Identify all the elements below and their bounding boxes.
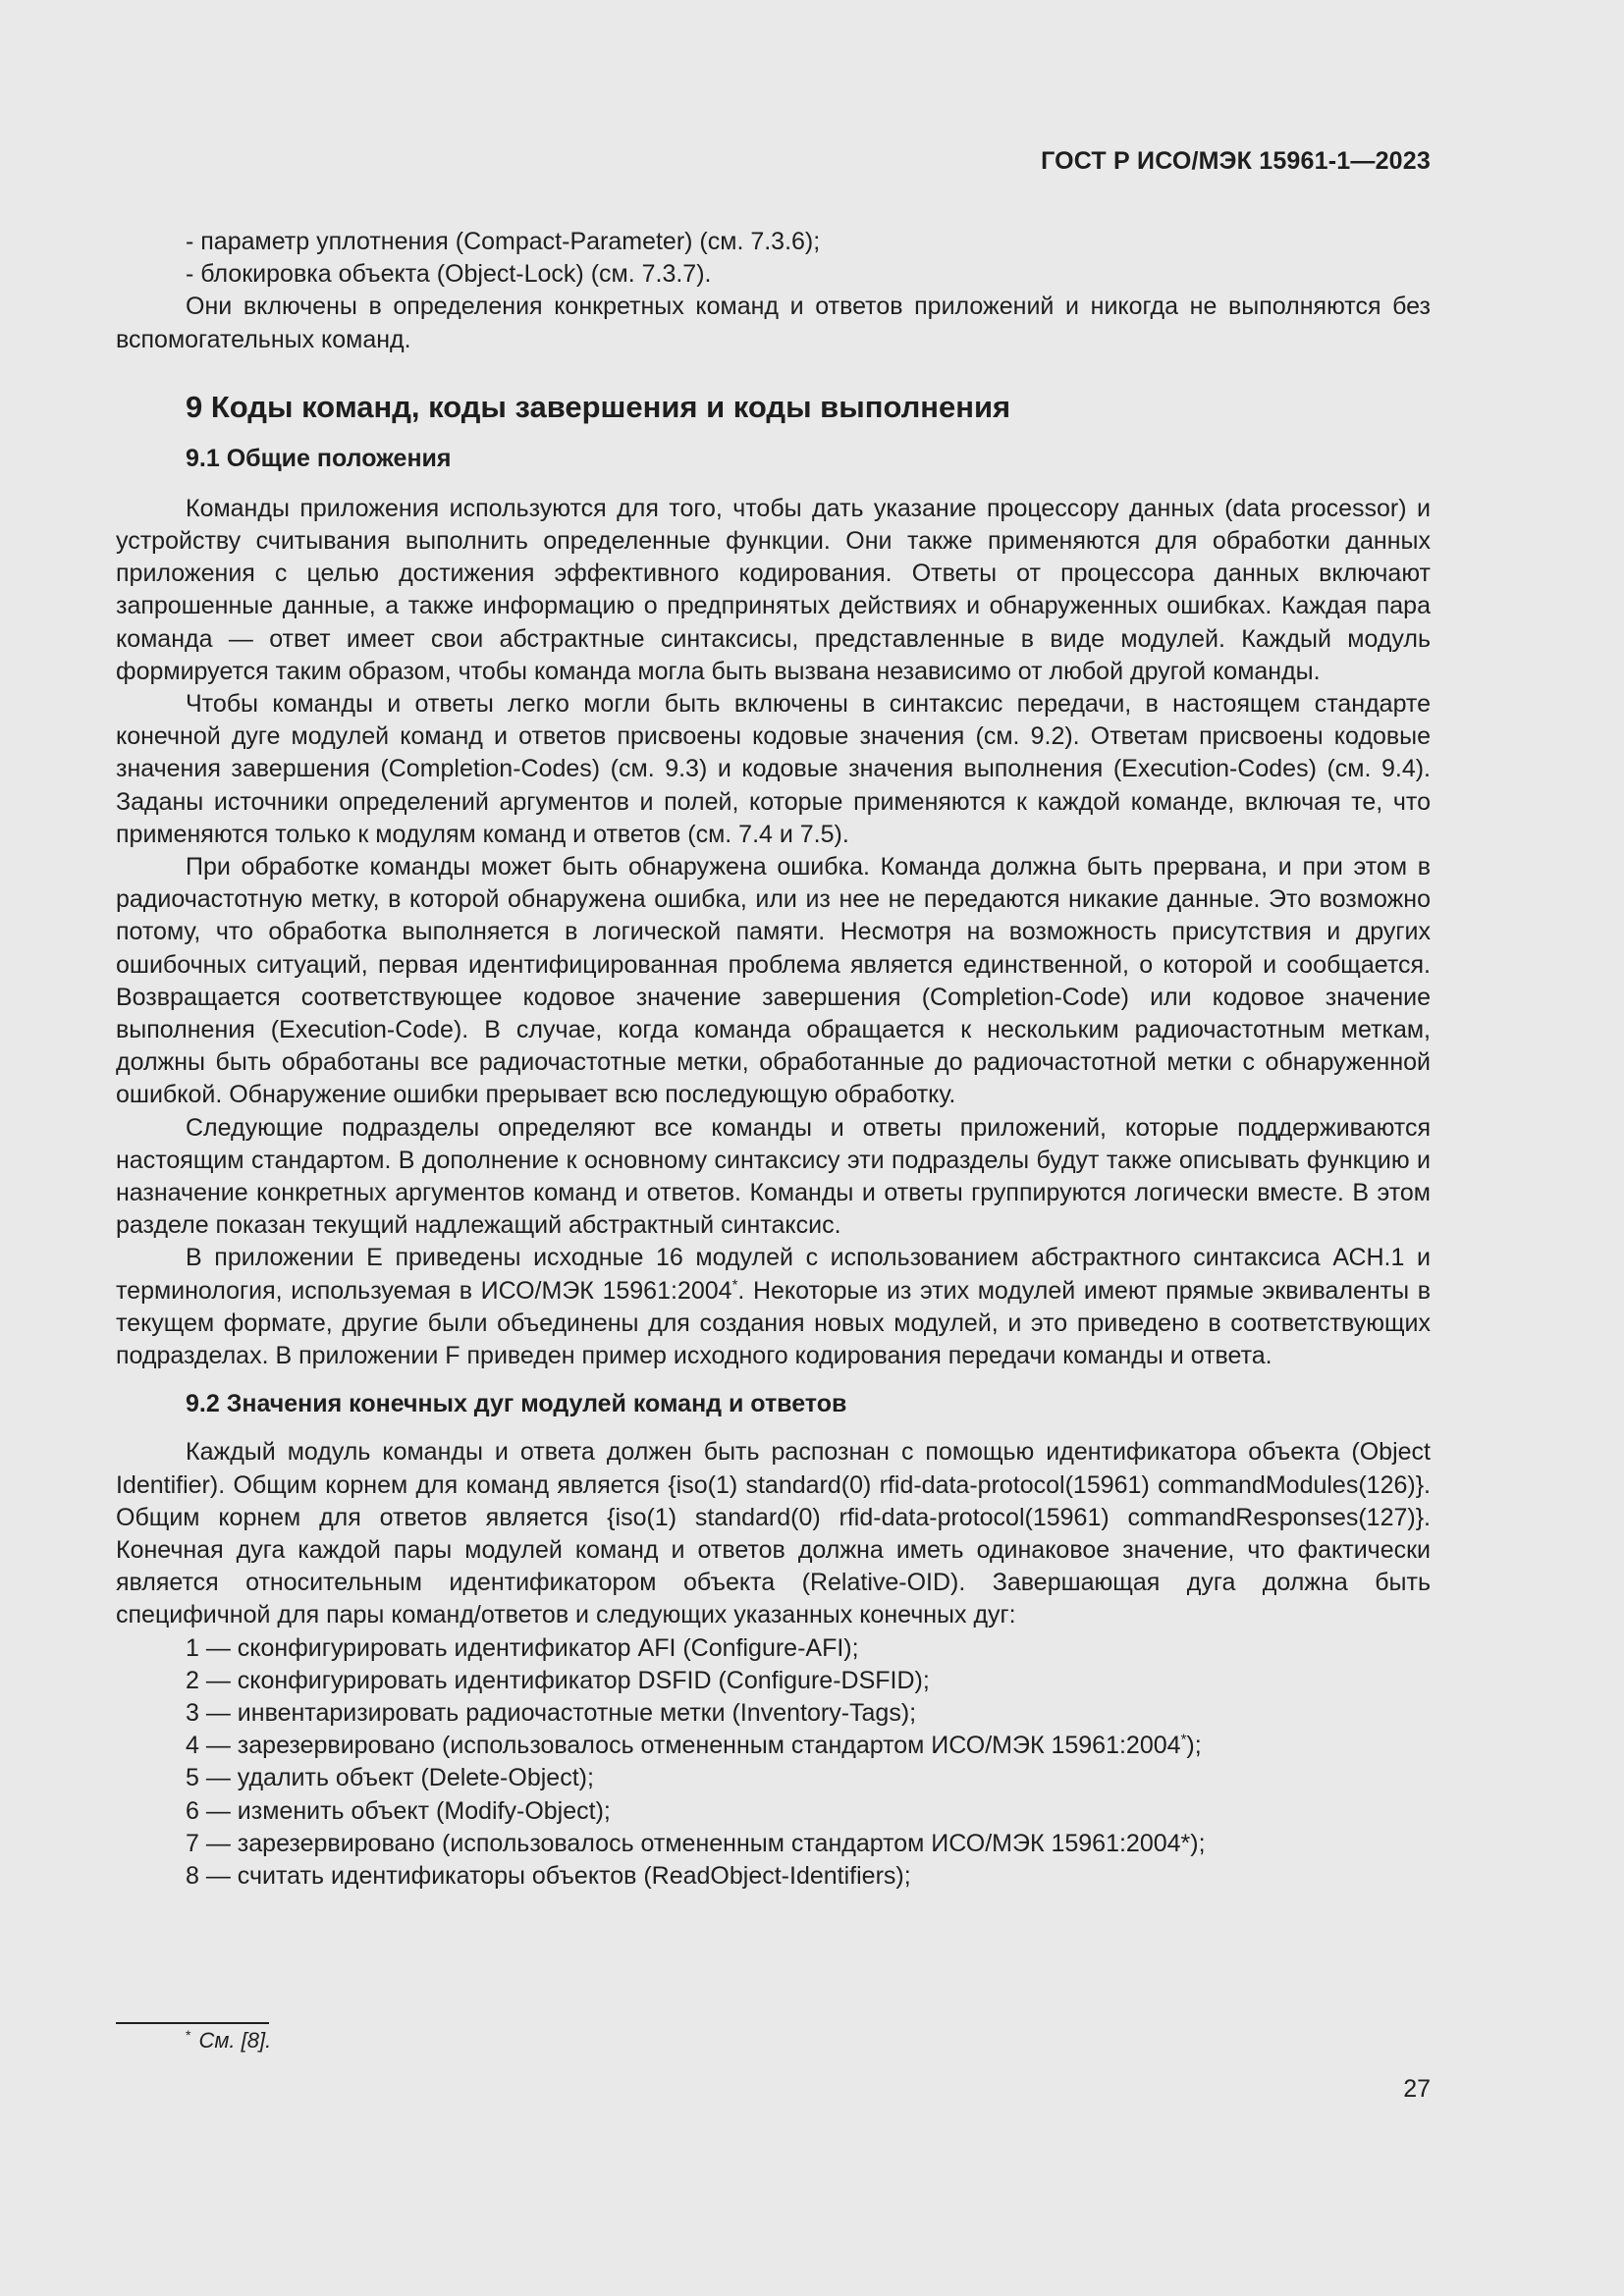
footnote-text: См. [8]. [198,2028,272,2053]
paragraph-text: . Некоторые из этих модулей имеют прямые эквиваленты в текущем формате, другие были объединены для создания новых модулей, и это приведено в соответствующих подразделах. В приложении F приведен пример исходного кодирования передачи команды и ответа. [116,1276,1431,1370]
page-content [116,226,1431,1893]
paragraph: Чтобы команды и ответы легко могли быть включены в синтаксис передачи, в настоящем стандарте конечной дуге модулей команд и ответов присвоены кодовые значения (см. 9.2). Ответам присвоены кодовые значения завершения (Completion-Codes) (см. 9.3) и кодовые значения выполнения (Execution-Codes) (см. 9.4). Заданы источники определений аргументов и полей, которые применяются к каждой команде, включая те, что применяются только к модулям команд и ответов (см. 7.4 и 7.5). [116,690,1431,848]
subsection-heading: 9.1 Общие положения [186,444,452,472]
list-item: 2 — сконфигурировать идентификатор DSFID (Configure-DSFID); [186,1666,930,1694]
paragraph: Команды приложения используются для того, чтобы дать указание процессору данных (data processor) и устройству считывания выполнить определенные функции. Они также применяются для обработки данных приложения с целью достижения эффективного кодирования. Ответы от процессора данных включают запрошенные данные, а также информацию о предпринятых действиях и обнаруженных ошибках. Каждая пара команда — ответ имеет свои абстрактные синтаксисы, представленные в виде модулей. Каждый модуль формируется таким образом, чтобы команда могла быть вызвана независимо от любой другой команды. [116,494,1431,685]
list-item: 3 — инвентаризировать радиочастотные метки (Inventory-Tags); [186,1698,917,1727]
footnote-reference: * [1180,1731,1187,1748]
intro-list-item: - блокировка объекта (Object-Lock) (см. 7.3.7). [186,260,712,289]
subsection-heading: 9.2 Значения конечных дуг модулей команд и ответов [186,1390,847,1418]
list-item: 8 — считать идентификаторы объектов (ReadObject-Identifiers); [186,1861,911,1890]
footnote [186,2028,271,2054]
footnote-divider [116,2022,269,2024]
list-item: 6 — изменить объект (Modify-Object); [186,1796,611,1825]
list-item: 7 — зарезервировано (использовалось отмененным стандартом ИСО/МЭК 15961:2004*); [186,1829,1206,1857]
list-item [116,1730,1431,1762]
footnote-mark: * [186,2026,191,2043]
intro-list-item: - параметр уплотнения (Compact-Parameter) (см. 7.3.6); [186,228,821,255]
paragraph [116,1242,1431,1372]
list-item: 5 — удалить объект (Delete-Object); [186,1764,594,1792]
paragraph: При обработке команды может быть обнаружена ошибка. Команда должна быть прервана, и при этом в радиочастотную метку, в которой обнаружена ошибка, или из нее не передаются никакие данные. Это возможно потому, что обработка выполняется в логической памяти. Несмотря на возможность присутствия и других ошибочных ситуаций, первая идентифицированная проблема является единственной, о которой и сообщается. Возвращается соответствующее кодовое значение завершения (Completion-Code) или кодовое значение выполнения (Execution-Code). В случае, когда команда обращается к нескольким радиочастотным меткам, должны быть обработаны все радиочастотные метки, обработанные до радиочастотной метки с обнаруженной ошибкой. Обнаружение ошибки прерывает всю последующую обработку. [116,853,1431,1109]
paragraph: Следующие подразделы определяют все команды и ответы приложений, которые поддерживаются настоящим стандартом. В дополнение к основному синтаксису эти подразделы будут также описывать функцию и назначение конкретных аргументов команд и ответов. Команды и ответы группируются логически вместе. В этом разделе показан текущий надлежащий абстрактный синтаксис. [116,1113,1431,1240]
list-item-text: ); [1186,1732,1202,1760]
document-header: ГОСТ Р ИСО/МЭК 15961-1—2023 [1041,147,1431,175]
list-item-text: 4 — зарезервировано (использовалось отмененным стандартом ИСО/МЭК 15961:2004 [186,1732,1181,1760]
footnote-reference: * [731,1276,738,1294]
intro-paragraph: Они включены в определения конкретных команд и ответов приложений и никогда не выполняются без вспомогательных команд. [116,293,1431,353]
paragraph: Каждый модуль команды и ответа должен быть распознан с помощью идентификатора объекта (Object Identifier). Общим корнем для команд является {iso(1) standard(0) rfid-data-protocol(15961) commandModules(126)}. Общим корнем для ответов является {iso(1) standard(0) rfid-data-protocol(15961) commandResponses(127)}. Конечная дуга каждой пары модулей команд и ответов должна иметь одинаковое значение, что фактически является относительным идентификатором объекта (Relative-OID). Завершающая дуга должна быть специфичной для пары команд/ответов и следующих указанных конечных дуг: [116,1438,1431,1629]
page-number: 27 [1403,2075,1431,2103]
paragraph-text: В приложении Е приведены исходные 16 модулей с использованием абстрактного синтаксиса АСН.1 и терминология, используемая в ИСО/МЭК 15961:2004 [116,1244,1431,1305]
section-heading: 9 Коды команд, коды завершения и коды выполнения [186,389,1011,424]
list-item: 1 — сконфигурировать идентификатор AFI (Configure-AFI); [186,1633,859,1662]
